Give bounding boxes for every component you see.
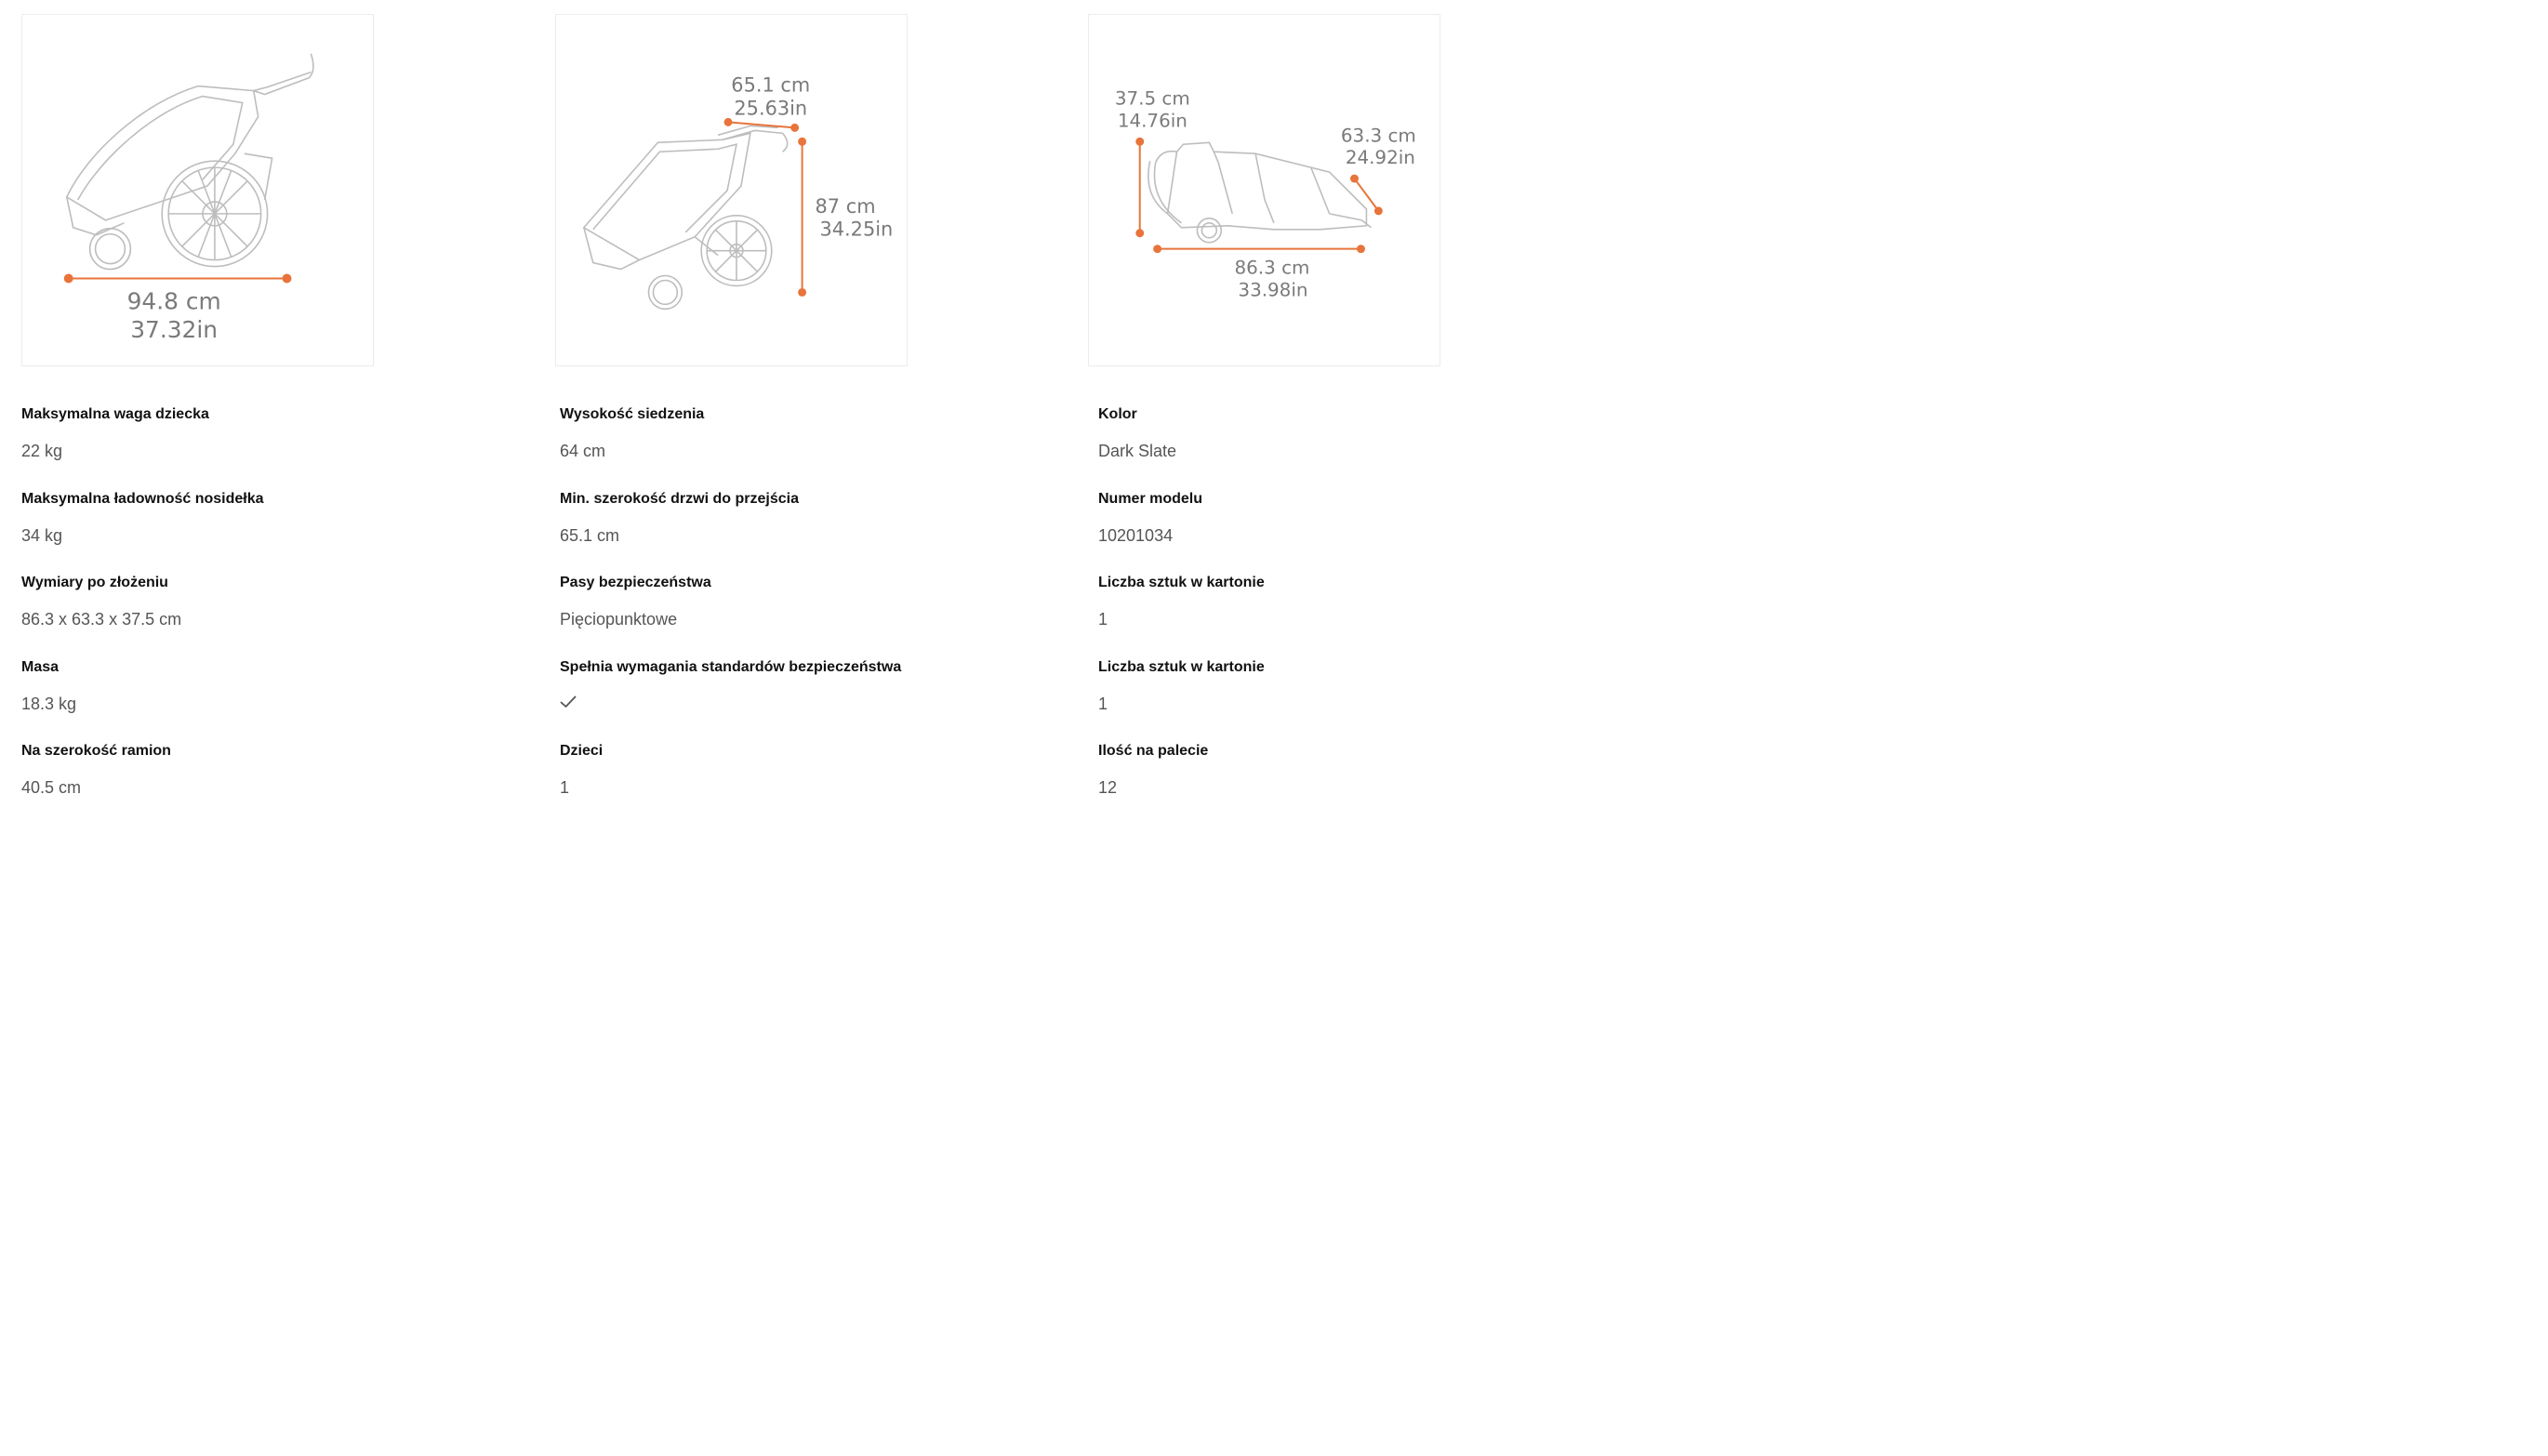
height-in-label: 34.25in bbox=[819, 218, 894, 241]
dimension-endpoint bbox=[1153, 245, 1161, 253]
spec-item bbox=[1098, 574, 1489, 658]
stroller-front-drawing bbox=[556, 15, 907, 365]
folded-length-in-label: 33.98in bbox=[1238, 279, 1308, 301]
spec-item bbox=[560, 490, 950, 575]
spec-label: Ilość na palecie bbox=[1098, 743, 1209, 759]
specs-column-2 bbox=[560, 405, 950, 827]
diagram-side-length bbox=[21, 14, 374, 366]
spec-item bbox=[21, 574, 412, 658]
spec-value: 64 cm bbox=[560, 442, 606, 460]
spec-item bbox=[21, 658, 412, 743]
spec-value: Dark Slate bbox=[1098, 442, 1177, 460]
folded-width-dimension-line bbox=[1354, 179, 1378, 211]
spec-label: Kolor bbox=[1098, 406, 1137, 422]
spec-value: 18.3 kg bbox=[21, 694, 77, 713]
spec-label: Liczba sztuk w kartonie bbox=[1098, 575, 1265, 590]
dimension-endpoint bbox=[798, 138, 806, 146]
folded-width-in-label: 24.92in bbox=[1345, 147, 1415, 169]
spec-label: Dzieci bbox=[560, 743, 604, 759]
dimension-endpoint bbox=[798, 288, 806, 297]
spec-value: 10201034 bbox=[1098, 525, 1174, 545]
length-cm-label: 94.8 cm bbox=[126, 287, 221, 315]
spec-item bbox=[1098, 658, 1489, 743]
folded-height-cm-label: 37.5 cm bbox=[1114, 87, 1190, 110]
specs-column-1 bbox=[21, 405, 412, 827]
spec-value: 86.3 x 63.3 x 37.5 cm bbox=[21, 610, 182, 629]
spec-value: 1 bbox=[560, 778, 570, 797]
spec-item bbox=[560, 658, 950, 743]
spec-item bbox=[1098, 405, 1489, 490]
dimension-endpoint bbox=[1350, 175, 1359, 183]
specs-column-3 bbox=[1098, 405, 1489, 827]
height-cm-label: 87 cm bbox=[815, 194, 876, 218]
folded-width-cm-label: 63.3 cm bbox=[1340, 125, 1416, 147]
spec-label: Wymiary po złożeniu bbox=[21, 575, 168, 590]
spec-value: 22 kg bbox=[21, 442, 63, 460]
checkmark-icon bbox=[560, 695, 577, 708]
spec-label: Spełnia wymagania standardów bezpieczeństwa bbox=[560, 658, 902, 675]
spec-item bbox=[560, 574, 950, 658]
spec-value: 1 bbox=[1098, 694, 1108, 713]
spec-value: 12 bbox=[1098, 778, 1118, 797]
width-cm-label: 65.1 cm bbox=[731, 73, 811, 97]
spec-item bbox=[1098, 490, 1489, 575]
spec-value: 65.1 cm bbox=[560, 525, 620, 545]
spec-label: Na szerokość ramion bbox=[21, 743, 171, 759]
length-in-label: 37.32in bbox=[130, 316, 219, 344]
diagram-folded bbox=[1088, 14, 1440, 366]
spec-label: Liczba sztuk w kartonie bbox=[1098, 658, 1265, 675]
dimension-endpoint bbox=[1357, 245, 1365, 253]
spec-value: 1 bbox=[1098, 610, 1108, 629]
spec-value: Pięciopunktowe bbox=[560, 610, 678, 629]
width-in-label: 25.63in bbox=[734, 97, 808, 120]
stroller-folded-drawing bbox=[1089, 15, 1440, 365]
spec-value: 34 kg bbox=[21, 525, 63, 545]
spec-label: Maksymalna ładowność nosidełka bbox=[21, 490, 264, 507]
dimension-endpoint bbox=[790, 124, 799, 132]
dimension-endpoint bbox=[1374, 206, 1383, 215]
spec-label: Maksymalna waga dziecka bbox=[21, 406, 209, 422]
dimension-endpoint bbox=[724, 118, 733, 126]
folded-height-in-label: 14.76in bbox=[1117, 110, 1188, 132]
spec-value: 40.5 cm bbox=[21, 778, 82, 797]
stroller-side-drawing bbox=[22, 15, 373, 365]
dimension-endpoint bbox=[283, 274, 292, 284]
spec-item bbox=[1098, 742, 1489, 827]
spec-label: Masa bbox=[21, 658, 60, 675]
spec-label: Numer modelu bbox=[1098, 490, 1203, 507]
dimension-endpoint bbox=[1135, 138, 1144, 146]
spec-item bbox=[21, 490, 412, 575]
spec-item bbox=[560, 742, 950, 827]
spec-item bbox=[21, 742, 412, 827]
dimension-endpoint bbox=[1135, 229, 1144, 237]
spec-item bbox=[560, 405, 950, 490]
spec-label: Pasy bezpieczeństwa bbox=[560, 575, 711, 590]
dimension-endpoint bbox=[64, 274, 73, 284]
diagram-width-height bbox=[555, 14, 908, 366]
folded-length-cm-label: 86.3 cm bbox=[1234, 257, 1310, 279]
spec-item bbox=[21, 405, 412, 490]
spec-label: Wysokość siedzenia bbox=[560, 406, 705, 422]
spec-label: Min. szerokość drzwi do przejścia bbox=[560, 490, 799, 507]
